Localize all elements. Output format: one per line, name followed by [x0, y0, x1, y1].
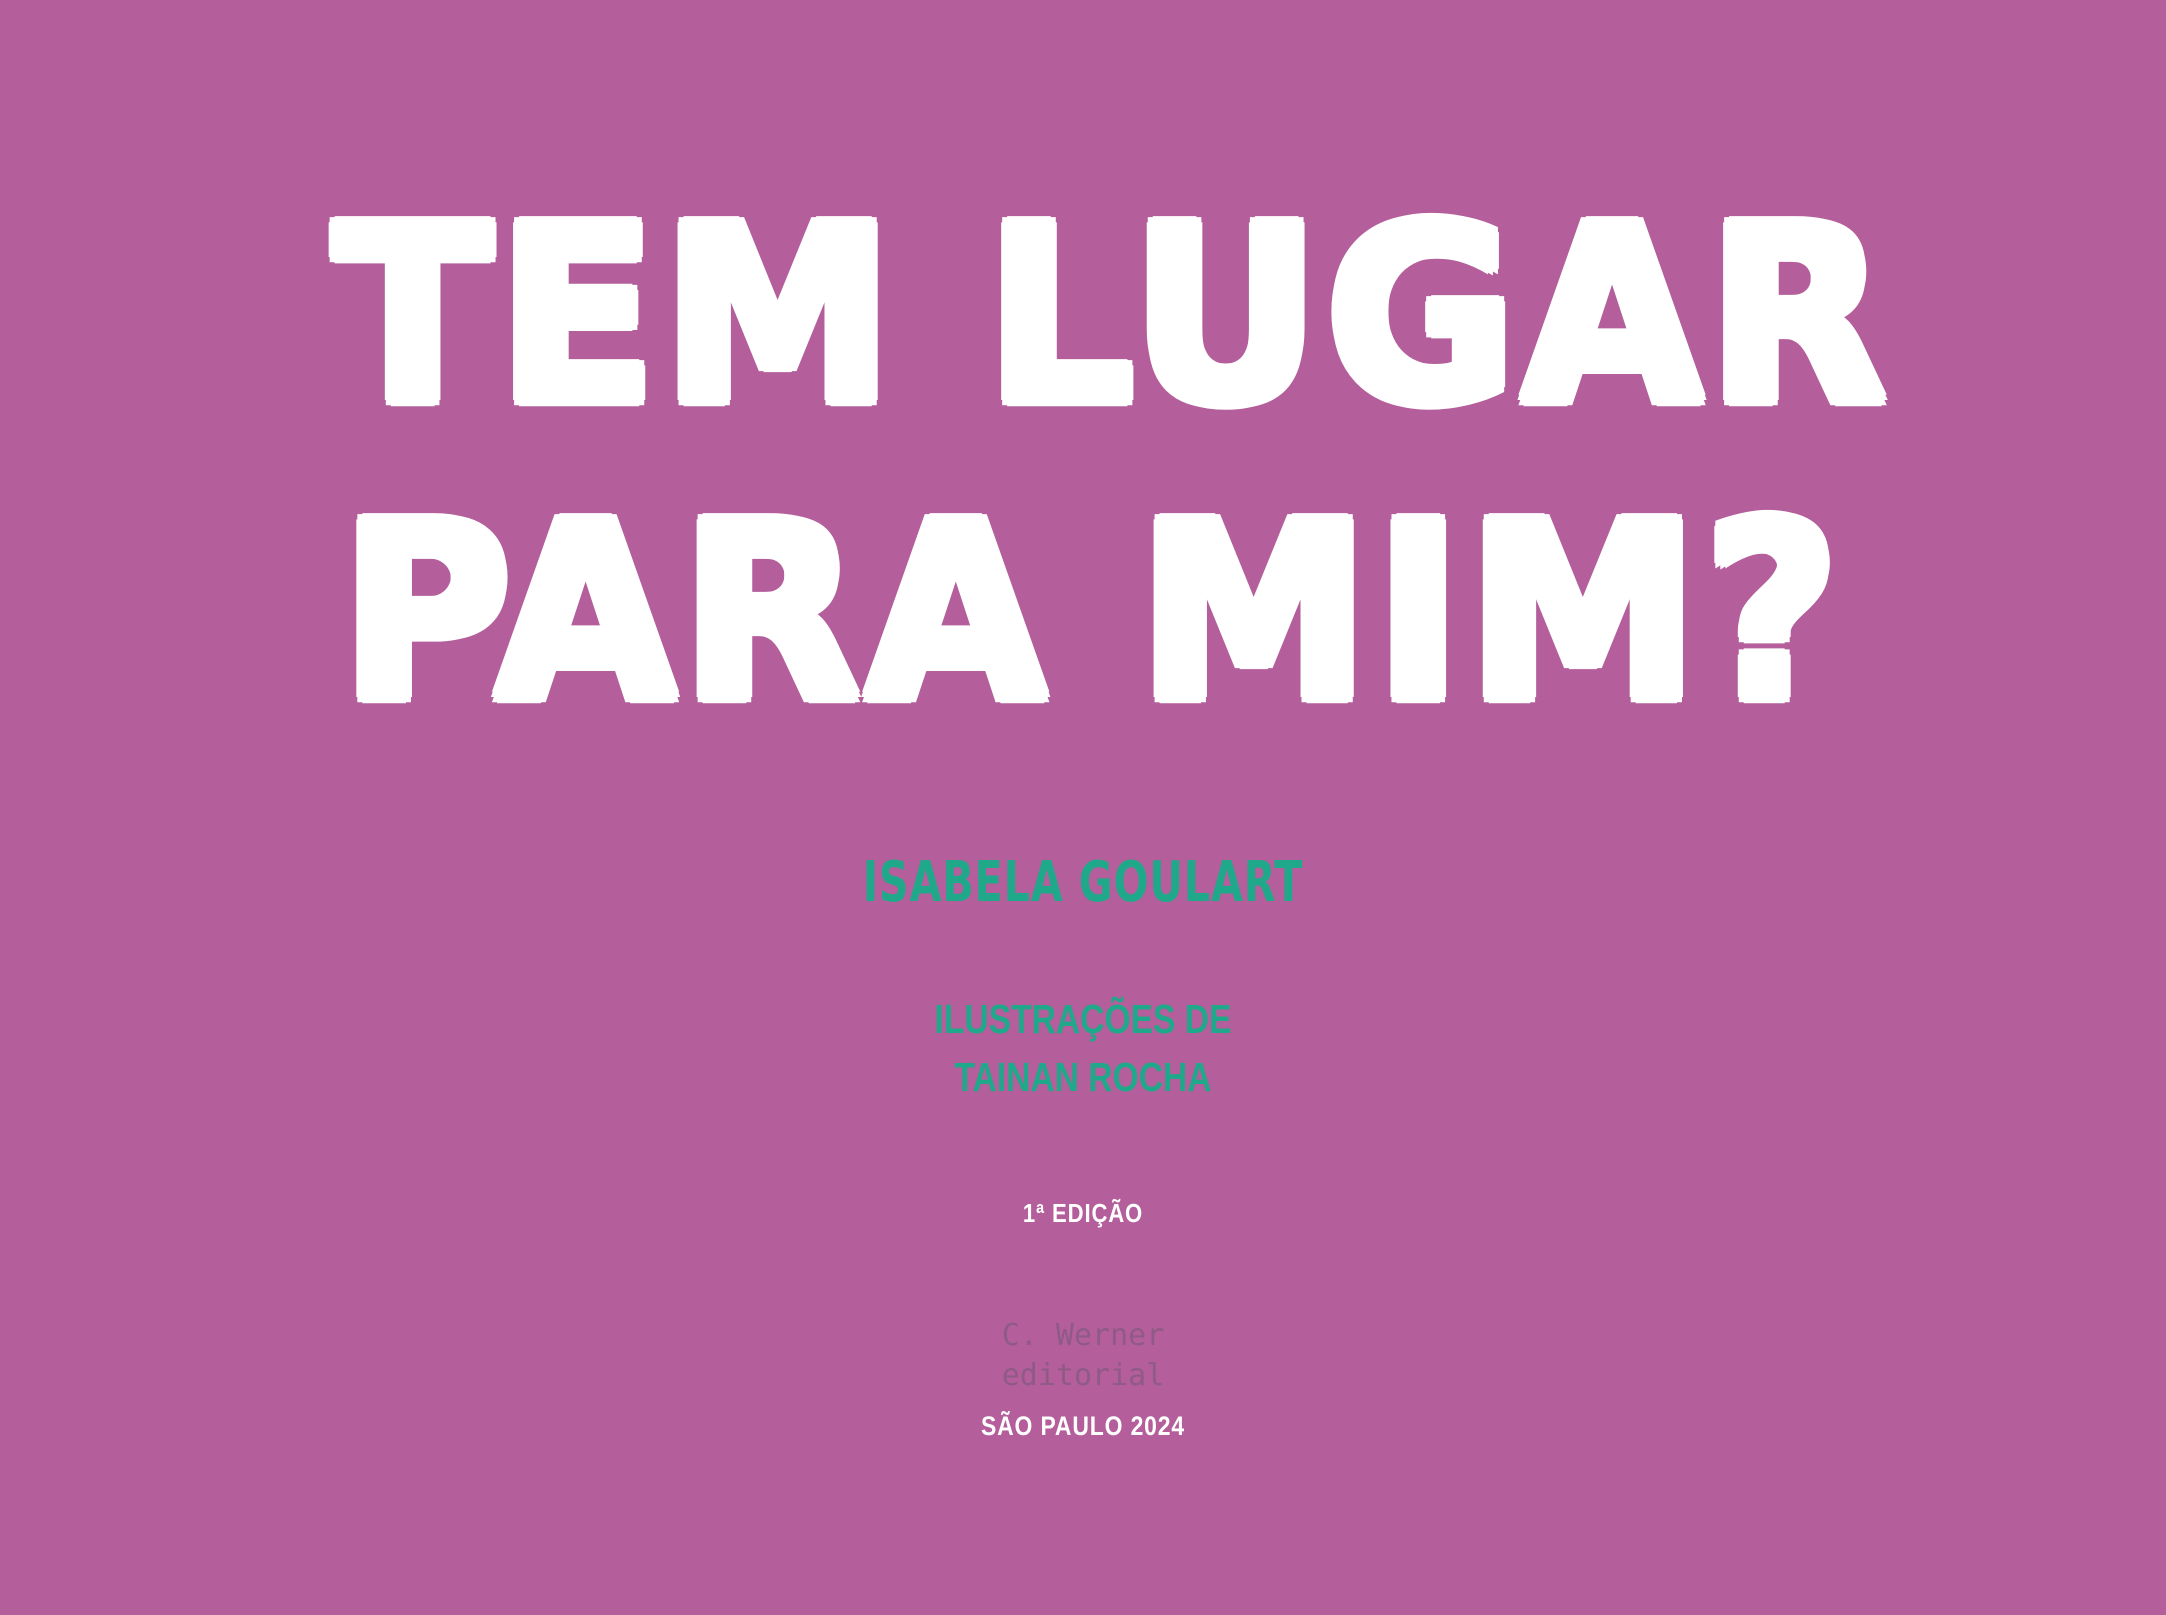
publisher-suffix: editorial [1001, 1358, 1165, 1393]
illustrations-label: ILUSTRAÇÕES DE [934, 996, 1232, 1042]
publisher-name: C. Werner [1001, 1318, 1165, 1353]
publisher-logo [0, 1316, 2166, 1396]
book-title-line-1: TEM LUGAR [333, 174, 1893, 458]
author-name: ISABELA GOULART [862, 850, 1304, 915]
illustrator-name: TAINAN ROCHA [954, 1054, 1212, 1100]
book-title-line-2: PARA MIM? [341, 471, 1845, 755]
edition-label: 1ª EDIÇÃO [1022, 1198, 1144, 1228]
place-year: SÃO PAULO 2024 [980, 1411, 1186, 1441]
illustrator-credit [195, 990, 1971, 1106]
